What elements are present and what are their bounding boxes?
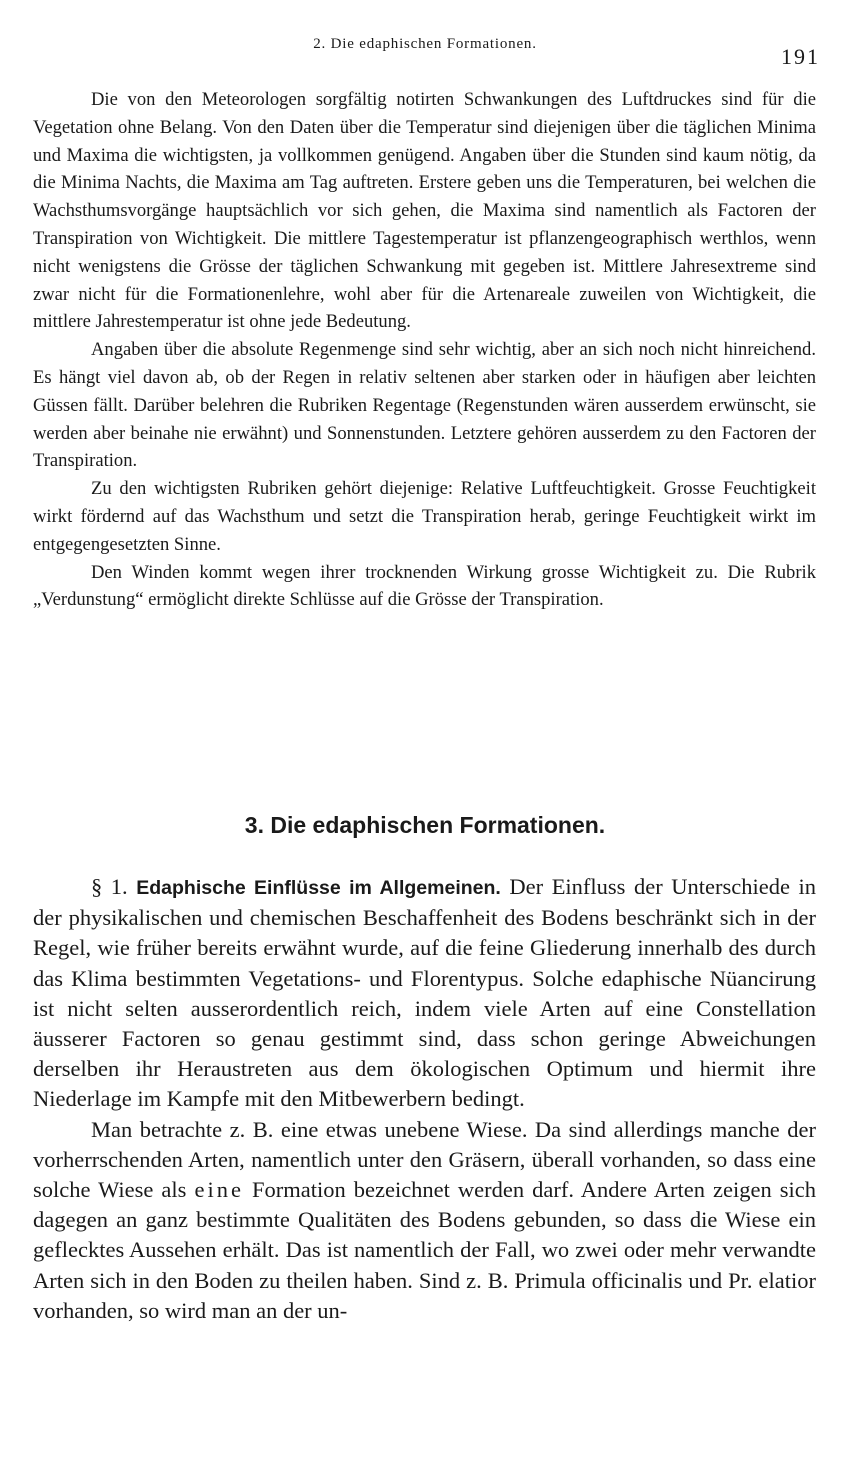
paragraph: Zu den wichtigsten Rubriken gehört diejenige: Relative Luftfeuchtigkeit. Grosse Feuchtigkeit wirkt fördernd auf das Wachsthum und setzt die Transpiration herab, geringe Feuchtigkeit wirkt im entgegengesetzten Sinne.: [33, 478, 816, 555]
section-marker: § 1.: [91, 874, 128, 899]
paragraph: Die von den Meteorologen sorgfältig notirten Schwankungen des Luftdruckes sind für die Vegetation ohne Belang. Von den Daten über die Temperatur sind diejenigen über die täglichen Minima und Maxima die wichtigsten, ja vollkommen genügend. Angaben über die Stunden sind kaum nötig, da die Minima Nachts, die Maxima am Tag auftreten. Erstere geben uns die Temperaturen, bei welchen die Wachsthumsvorgänge hauptsächlich vor sich gehen, die Maxima sind namentlich als Factoren der Transpiration von Wichtigkeit. Die mittlere Tagestemperatur ist pflanzengeographisch werthlos, wenn nicht wenigstens die Grösse der täglichen Schwankung mit gegeben ist. Mittlere Jahresextreme sind zwar nicht für die Formationenlehre, wohl aber für die Artenareale zuweilen von Wichtigkeit, die mittlere Jahrestemperatur ist ohne jede Bedeutung.: [33, 89, 816, 333]
paragraph-text: Man betrachte z. B. eine etwas unebene Wiese. Da sind allerdings manche der vorherrschenden Arten, namentlich unter den Gräsern, überall vorhanden, so dass eine solche Wiese als: [33, 1116, 816, 1203]
subsection-title: Edaphische Einflüsse im Allgemeinen.: [136, 877, 501, 899]
body-text-top: [33, 86, 816, 614]
paragraph-text: Formation bezeichnet werden darf. Andere Arten zeigen sich dagegen an ganz bestimmte Qualitäten des Bodens gebunden, so dass die Wiese ein geflecktes Aussehen erhält. Das ist namentlich der Fall, wo zwei oder mehr verwandte Arten sich in den Boden zu theilen haben. Sind z. B. Primula officinalis und Pr. elatior vorhanden, so wird man an der un-: [33, 1177, 817, 1323]
paragraph-text: Der Einfluss der Unterschiede in der physikalischen und chemischen Beschaffenheit des Bodens beschränkt sich in der Regel, wie früher bereits erwähnt wurde, auf die feine Gliederung innerhalb des durch das Klima bestimmten Vegetations- und Florentypus. Solche edaphische Nüancirung ist nicht selten ausserordentlich reich, indem viele Arten auf eine Constellation äusserer Factoren so genau gestimmt sind, dass schon geringe Abweichungen derselben ihr Heraustreten aus dem ökologischen Optimum und hiermit ihre Niederlage im Kampfe mit den Mitbewerbern bedingt.: [33, 874, 817, 1112]
page-number: 191: [781, 44, 820, 69]
emphasized-word: eine: [194, 1177, 244, 1203]
section-heading: 3. Die edaphischen Formationen.: [244, 812, 606, 838]
paragraph: Angaben über die absolute Regenmenge sind sehr wichtig, aber an sich noch nicht hinreichend. Es hängt viel davon ab, ob der Regen in relativ seltenen aber starken oder in häufigen aber leichten Güssen fällt. Darüber belehren die Rubriken Regentage (Regenstunden wären ausserdem erwünscht, sie werden aber beinahe nie erwähnt) und Sonnenstunden. Letztere gehören ausserdem zu den Factoren der Transpiration.: [33, 339, 816, 472]
body-text-section: [33, 872, 816, 1326]
paragraph: [33, 872, 816, 1115]
running-head: 2. Die edaphischen Formationen.: [313, 36, 537, 52]
paragraph: [33, 1115, 816, 1326]
paragraph: Den Winden kommt wegen ihrer trocknenden Wirkung grosse Wichtigkeit zu. Die Rubrik „Verdunstung“ ermöglicht direkte Schlüsse auf die Grösse der Transpiration.: [33, 561, 816, 611]
